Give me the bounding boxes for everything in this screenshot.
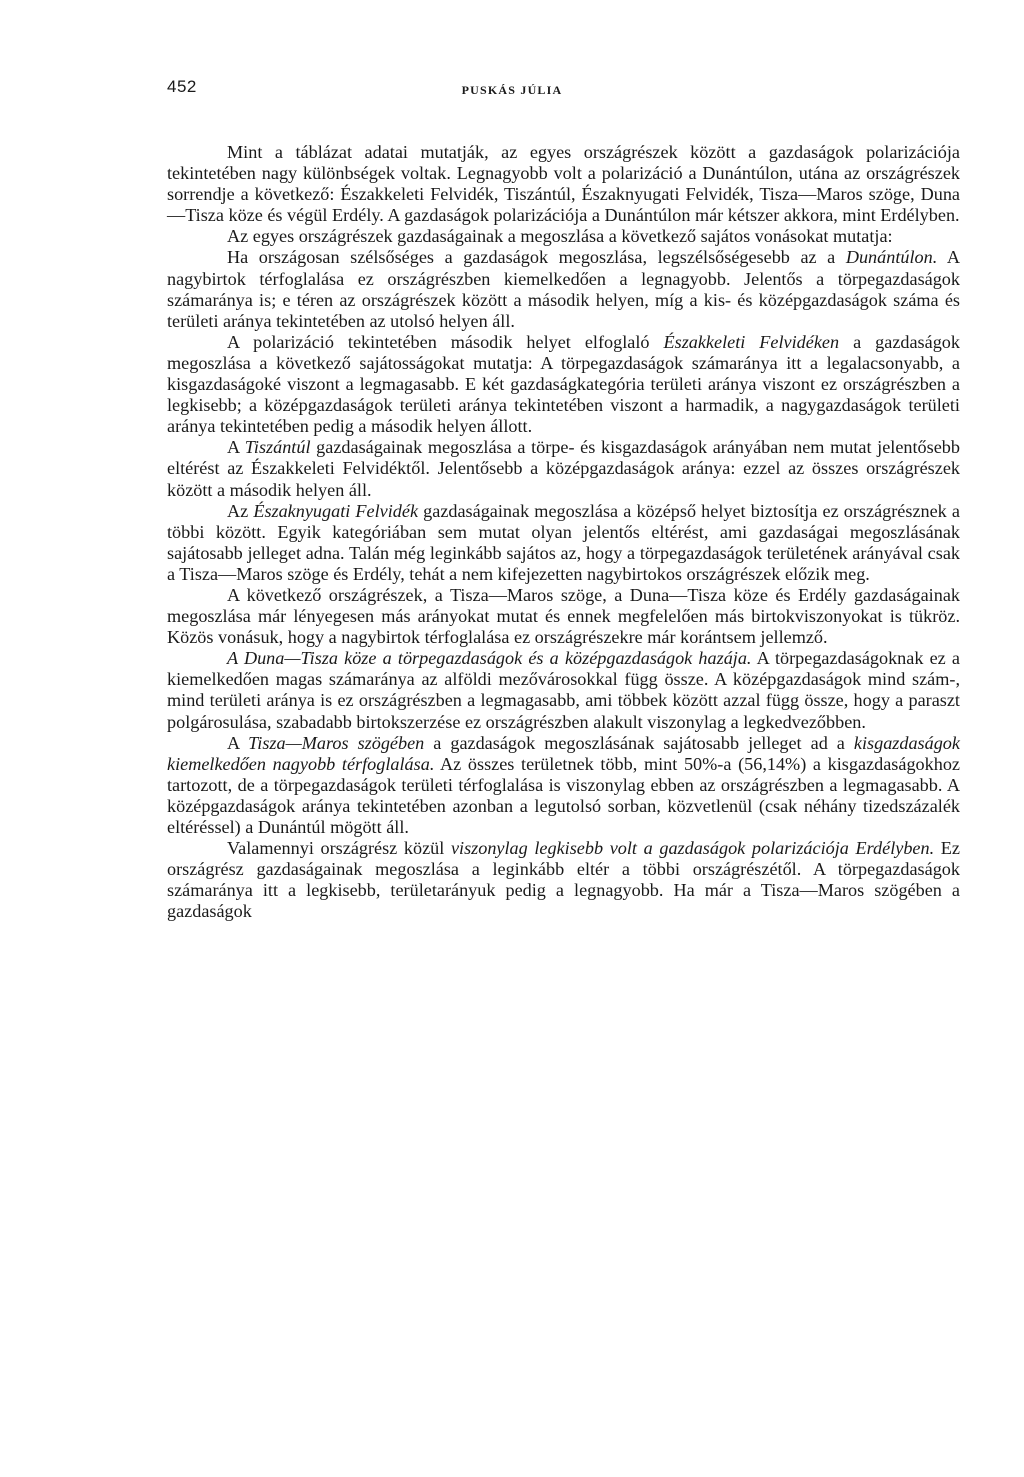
paragraph [167,648,960,732]
text-run: A törpegazdaságoknak ez a kiemelkedően magas számaránya az alföldi mezővárosokkal függ össze. A középgazdaságok mind szám-, mind területi aránya is ez országrészben a legmagasabb, ami többek között azzal függ össze, hogy a paraszt polgárosulása, szabadabb birtokszerzése ez országrészben alakult viszonylag a legkedvezőbben. [167,648,961,732]
text-run: Mint a táblázat adatai mutatják, az egyes országrészek között a gazdaságok polarizációja tekintetében nagy különbségek voltak. Legnagyobb volt a polarizáció a Dunántúlon, utána az országrészek sorrendje a következő: Északkeleti Felvidék, Tiszántúl, Északnyugati Felvidék, Tisza—Maros szöge, Duna—Tisza köze és végül Erdély. A gazdaságok polarizációja a Dunántúlon már kétszer akkora, mint Erdélyben. [167,142,960,226]
italic-run: Tiszántúl [244,437,311,458]
paragraph [167,247,960,331]
italic-run: kisgazdaságok kiemelkedően nagyobb térfoglalása. [167,732,960,774]
text-run: gazdaságainak megoszlása a törpe- és kisgazdaságok arányában nem mutat jelentősebb eltérést az Északkeleti Felvidéktől. Jelentősebb a középgazdaságok aránya: ezzel az összes országrészek között a második helyen áll. [167,437,960,500]
italic-run: Északkeleti Felvidéken [663,331,840,352]
paragraph [167,142,960,226]
text-run: Az [227,500,254,521]
running-head: PUSKÁS JÚLIA [461,83,563,97]
paragraph [167,437,960,500]
italic-run: Tisza—Maros szögében [248,732,425,753]
page-number: 452 [167,77,197,96]
italic-run: Északnyugati Felvidék [253,500,419,521]
body-text [167,142,960,922]
text-run: A [227,732,249,753]
paragraph [167,585,960,648]
text-run: Az összes területnek több, mint 50%-a (56,14%) a kisgazdaságokhoz tartozott, de a törpegazdaságok területi térfoglalása is viszonylag ebben az országrészben a legmagasabb. A középgazdaságok aránya tekintetében azonban a legutolsó sorban, közvetlenül (csak néhány tizedszázalék eltéréssel) a Dunántúl mögött áll. [167,753,960,837]
paragraph [167,226,960,247]
italic-run: viszonylag legkisebb volt a gazdaságok polarizációja Erdélyben. [450,838,935,859]
text-run: Ha országosan szélsőséges a gazdaságok megoszlása, legszélsőségesebb az a [227,247,846,268]
text-run: Az egyes országrészek gazdaságainak a megoszlása a következő sajátos vonásokat mutatja: [227,226,893,247]
text-run: Ez országrész gazdaságainak megoszlása a leginkább eltér a többi országrészétől. A törpegazdaságok számaránya itt a legkisebb, területarányuk pedig a legnagyobb. Ha már a Tisza—Maros szögében a gazdaságok [167,838,960,922]
paragraph [167,501,960,585]
text-run: gazdaságainak megoszlása a középső helyet biztosítja ez országrésznek a többi között. Egyik kategóriában sem mutat olyan jelentős eltérést, ami gazdaságai megoszlásának sajátosabb jelleget adna. Talán még leginkább sajátos az, hogy a törpegazdaságok területének arányával csak a Tisza—Maros szöge és Erdély, tehát a nem kifejezetten nagybirtokos országrészek előzik meg. [167,500,960,584]
paragraph [167,332,960,437]
paragraph [167,733,960,838]
italic-run: Dunántúlon. [845,247,938,268]
text-run: A polarizáció tekintetében második helyet elfoglaló [227,331,664,352]
text-run: Valamennyi országrész közül [227,838,451,859]
text-run: a gazdaságok megoszlása a következő sajátosságokat mutatja: A törpegazdaságok számaránya itt a legalacsonyabb, a kisgazdaságoké viszont a legmagasabb. E két gazdaságkategória területi aránya viszont ez országrészben a legkisebb; a középgazdaságok területi aránya tekintetében viszont a harmadik, a nagygazdaságok területi aránya tekintetében pedig a második helyen állott. [167,331,960,437]
text-run: A nagybirtok térfoglalása ez országrészben kiemelkedően a legnagyobb. Jelentős a törpegazdaságok számaránya is; e téren az országrészek között a második helyen, míg a kis- és középgazdaságok száma és területi aránya tekintetében az utolsó helyen áll. [167,247,960,331]
italic-run: A Duna—Tisza köze a törpegazdaságok és a középgazdaságok hazája. [227,648,752,669]
text-run: A [227,437,245,458]
text-run: a gazdaságok megoszlásának sajátosabb jelleget ad a [424,732,854,753]
paragraph [167,838,960,922]
text-run: A következő országrészek, a Tisza—Maros szöge, a Duna—Tisza köze és Erdély gazdaságainak megoszlása már lényegesen más arányokat mutat és ennek megfelelően más birtokviszonyokat is tükröz. Közös vonásuk, hogy a nagybirtok térfoglalása ez országrészekre már korántsem jellemző. [167,584,960,648]
